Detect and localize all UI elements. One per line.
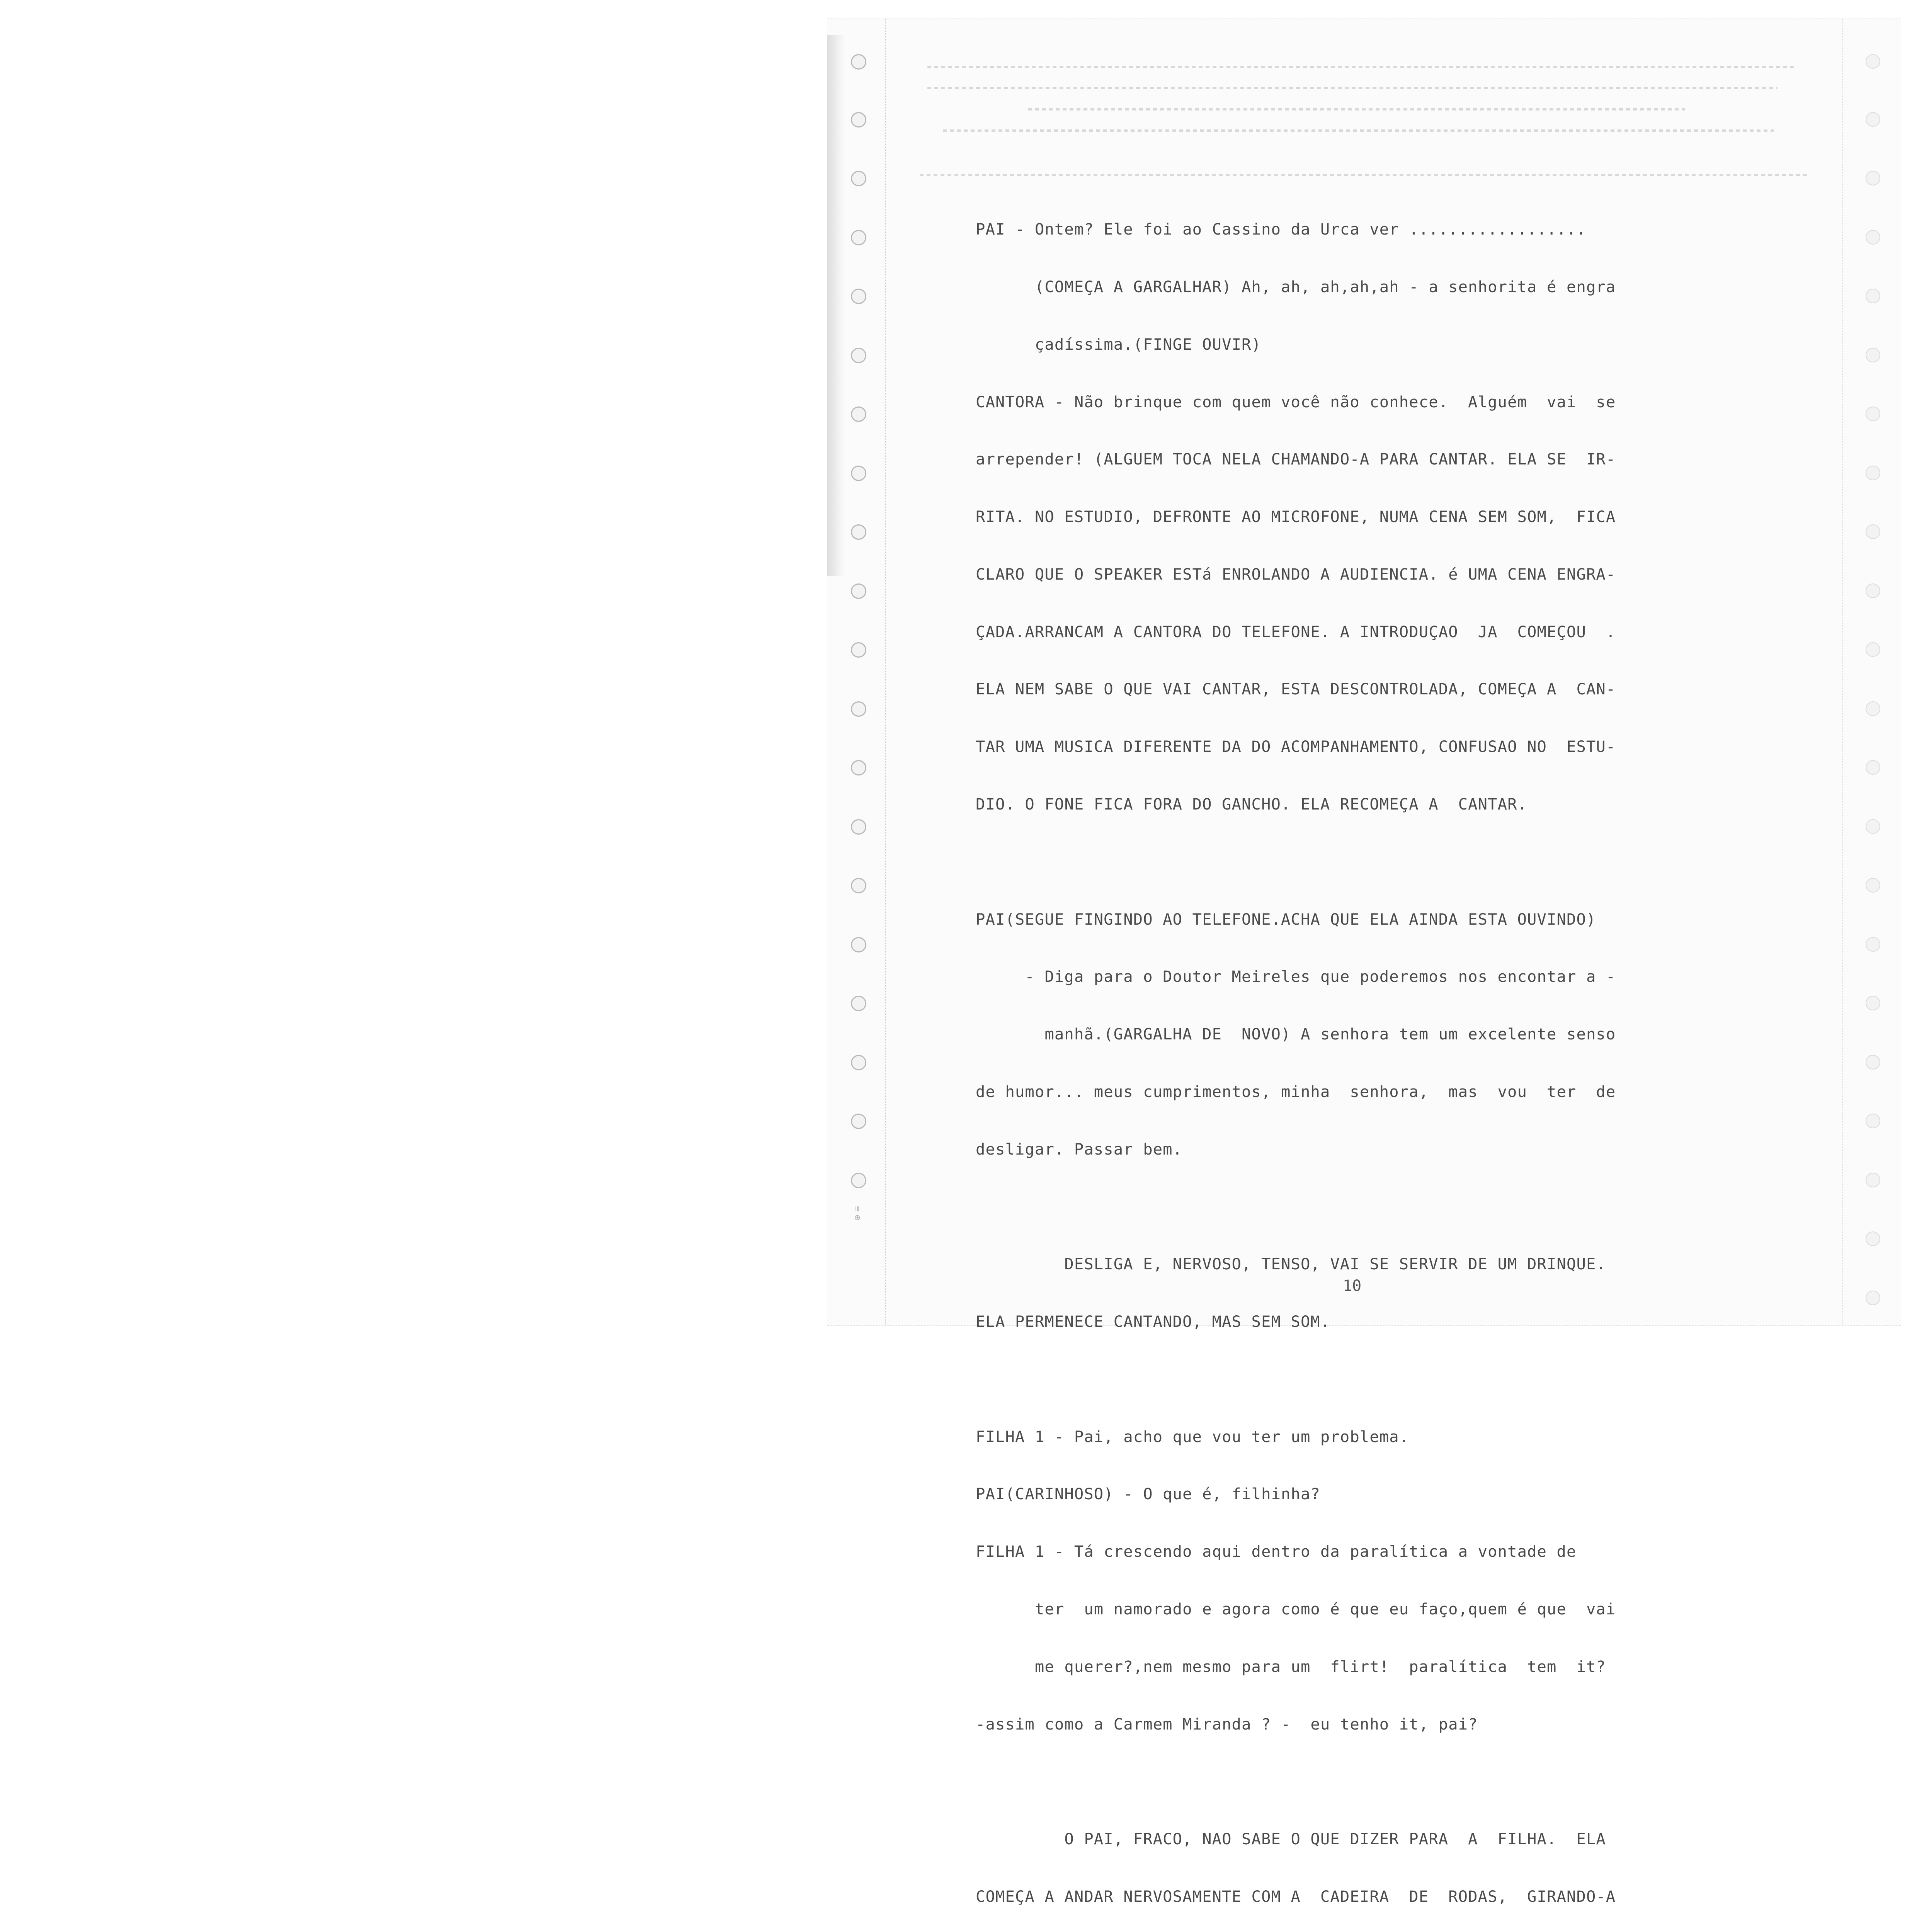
tractor-hole-icon [851,1114,866,1129]
tractor-hole-icon [851,642,866,658]
tractor-hole-icon [851,171,866,186]
script-line [976,1197,1803,1216]
script-line: DESLIGA E, NERVOSO, TENSO, VAI SE SERVIR DE UM DRINQUE. [976,1255,1606,1274]
tractor-hole-icon [851,760,866,776]
tractor-hole-icon [1866,1231,1880,1246]
tractor-hole-icon [1866,1173,1880,1187]
paper-logo-icon: ⊕ ≡ [852,1206,862,1221]
tractor-hole-icon [1866,937,1880,952]
script-line: CLARO QUE O SPEAKER ESTá ENROLANDO A AUDIENCIA. é UMA CENA ENGRA- [976,565,1616,583]
tractor-hole-icon [1866,642,1880,657]
script-line: DIO. O FONE FICA FORA DO GANCHO. ELA RECOMEÇA A CANTAR. [976,795,1527,813]
script-line: ÇADA.ARRANCAM A CANTORA DO TELEFONE. A INTRODUÇAO JA COMEÇOU . [976,622,1616,641]
tractor-hole-icon [851,406,866,422]
tractor-hole-icon [851,112,866,128]
script-line: FILHA 1 - Tá crescendo aqui dentro da paralítica a vontade de [976,1542,1577,1561]
tractor-hole-icon [851,466,866,481]
script-line: arrepender! (ALGUEM TOCA NELA CHAMANDO-A PARA CANTAR. ELA SE IR- [976,450,1616,469]
tractor-hole-icon [851,230,866,245]
tractor-hole-icon [851,819,866,835]
binding-shadow [827,35,845,576]
script-line: PAI(CARINHOSO) - O que é, filhinha? [976,1485,1320,1503]
script-page [827,19,1901,1906]
script-line: COMEÇA A ANDAR NERVOSAMENTE COM A CADEIRA DE RODAS, GIRANDO-A [976,1887,1616,1906]
tractor-hole-icon [851,54,866,70]
tractor-hole-icon [1866,878,1880,893]
tractor-hole-icon [1866,289,1880,303]
script-line: desligar. Passar bem. [976,1139,1183,1158]
script-line: FILHA 1 - Pai, acho que vou ter um problema. [976,1427,1409,1446]
script-body [976,182,1803,1932]
tractor-hole-icon [851,1055,866,1070]
tractor-hole-icon [851,583,866,599]
tractor-hole-icon [851,701,866,717]
tractor-hole-icon [1866,348,1880,362]
script-line: TAR UMA MUSICA DIFERENTE DA DO ACOMPANHAMENTO, CONFUSAO NO ESTU- [976,737,1616,756]
script-line: ter um namorado e agora como é que eu faço,quem é que vai [976,1599,1616,1618]
tractor-hole-icon [1866,701,1880,716]
script-line: (COMEÇA A GARGALHAR) Ah, ah, ah,ah,ah - a senhorita é engra [976,277,1616,296]
tractor-hole-icon [1866,171,1880,185]
tractor-hole-icon [1866,524,1880,539]
tractor-hole-icon [1866,466,1880,480]
tractor-hole-icon [1866,583,1880,598]
script-line: - Diga para o Doutor Meireles que poderemos nos encontar a - [976,967,1616,986]
tractor-hole-icon [1866,1114,1880,1128]
script-line: RITA. NO ESTUDIO, DEFRONTE AO MICROFONE, NUMA CENA SEM SOM, FICA [976,507,1616,526]
script-line [976,852,1803,872]
tractor-hole-icon [1866,819,1880,834]
script-line [976,1772,1803,1791]
tractor-hole-icon [851,878,866,893]
script-line: O PAI, FRACO, NAO SABE O QUE DIZER PARA A FILHA. ELA [976,1830,1606,1849]
left-tractor-strip [827,19,886,1325]
page-number: 10 [1343,1277,1362,1295]
script-line: -assim como a Carmem Miranda ? - eu tenho it, pai? [976,1714,1478,1733]
tractor-hole-icon [1866,54,1880,69]
tractor-hole-icon [851,937,866,952]
script-line [976,1370,1803,1389]
faded-bleed-through-text [912,58,1820,185]
script-line: PAI - Ontem? Ele foi ao Cassino da Urca ver .................. [976,220,1586,239]
tractor-hole-icon [1866,760,1880,775]
script-line: me querer?,nem mesmo para um flirt! paralítica tem it? [976,1657,1606,1676]
script-line: de humor... meus cumprimentos, minha senhora, mas vou ter de [976,1082,1616,1101]
script-line: çadíssima.(FINGE OUVIR) [976,335,1262,354]
tractor-hole-icon [1866,996,1880,1010]
script-line: PAI(SEGUE FINGINDO AO TELEFONE.ACHA QUE ELA AINDA ESTA OUVINDO) [976,910,1596,929]
tractor-hole-icon [851,289,866,304]
tractor-hole-icon [1866,1291,1880,1305]
tractor-hole-icon [1866,112,1880,127]
tractor-hole-icon [1866,230,1880,245]
right-tractor-strip [1842,19,1901,1325]
tractor-hole-icon [1866,1055,1880,1070]
tractor-hole-icon [851,996,866,1011]
script-line: CANTORA - Não brinque com quem você não conhece. Alguém vai se [976,392,1616,411]
script-line: manhã.(GARGALHA DE NOVO) A senhora tem um excelente senso [976,1025,1616,1044]
tractor-hole-icon [851,348,866,363]
tractor-hole-icon [851,1173,866,1188]
tractor-hole-icon [851,524,866,540]
script-line: ELA PERMENECE CANTANDO, MAS SEM SOM. [976,1312,1330,1331]
tractor-hole-icon [1866,406,1880,421]
script-line: ELA NEM SABE O QUE VAI CANTAR, ESTA DESCONTROLADA, COMEÇA A CAN- [976,680,1616,699]
